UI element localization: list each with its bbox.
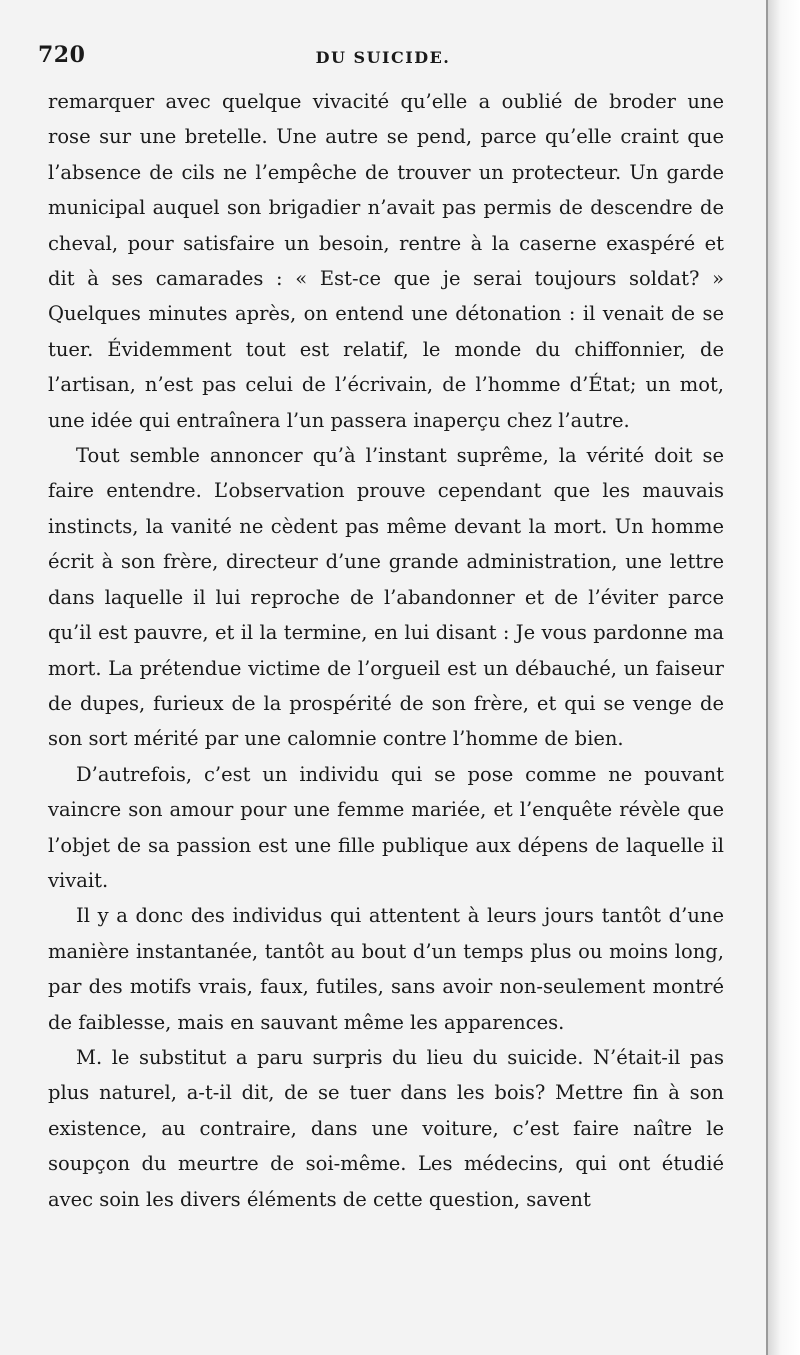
page-header [38, 42, 728, 78]
paragraph-3: D’autrefois, c’est un individu qui se pose comme ne pouvant vaincre son amour pour une femme mariée, et l’enquête révèle que l’objet de sa passion est une fille publique aux dépens de laquelle il vivait. [48, 762, 724, 892]
page-number: 720 [38, 42, 86, 68]
paragraph-4: Il y a donc des individus qui attentent à leurs jours tantôt d’une manière instantanée, tantôt au bout d’un temps plus ou moins long, par des motifs vrais, faux, futiles, sans avoir non-seulement montré de faiblesse, mais en sauvant même les apparences. [48, 904, 724, 1034]
paragraph-5: M. le substitut a paru surpris du lieu du suicide. N’était-il pas plus naturel, a-t-il dit, de se tuer dans les bois? Mettre fin à son existence, au contraire, dans une voiture, c’est faire naître le soupçon du meurtre de soi-même. Les médecins, qui ont étudié avec soin les divers éléments de cette question, savent [48, 1045, 724, 1211]
scan-margin [768, 0, 800, 1355]
running-title: DU SUICIDE. [315, 48, 451, 67]
paragraph-1: remarquer avec quelque vivacité qu’elle a oublié de broder une rose sur une bretelle. Une autre se pend, parce qu’elle craint que l’absence de cils ne l’empêche de trouver un protecteur. Un garde municipal auquel son brigadier n’avait pas permis de descendre de cheval, pour satisfaire un besoin, rentre à la caserne exaspéré et dit à ses camarades : « Est-ce que je serai toujours soldat? » Quelques minutes après, on entend une détonation : il venait de se tuer. Évidemment tout est relatif, le monde du chiffonnier, de l’artisan, n’est pas celui de l’écrivain, de l’homme d’État; un mot, une idée qui entraînera l’un passera inaperçu chez l’autre. [48, 90, 724, 432]
body-text [48, 84, 724, 1217]
paragraph-2: Tout semble annoncer qu’à l’instant suprême, la vérité doit se faire entendre. L’observation prouve cependant que les mauvais instincts, la vanité ne cèdent pas même devant la mort. Un homme écrit à son frère, directeur d’une grande administration, une lettre dans laquelle il lui reproche de l’abandonner et de l’éviter parce qu’il est pauvre, et il la termine, en lui disant : Je vous pardonne ma mort. La prétendue victime de l’orgueil est un débauché, un faiseur de dupes, furieux de la prospérité de son frère, et qui se venge de son sort mérité par une calomnie contre l’homme de bien. [48, 444, 724, 751]
